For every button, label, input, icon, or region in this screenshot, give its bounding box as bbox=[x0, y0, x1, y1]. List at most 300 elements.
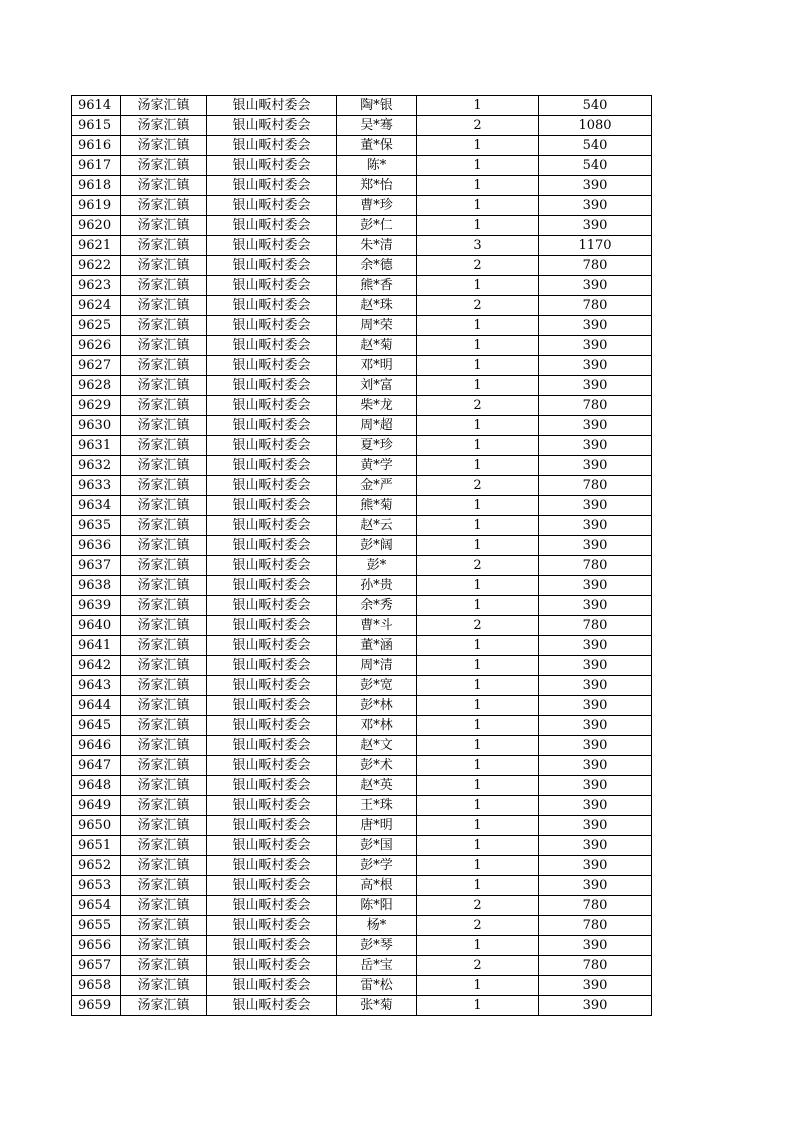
town-cell: 汤家汇镇 bbox=[121, 436, 207, 456]
town-cell: 汤家汇镇 bbox=[121, 296, 207, 316]
person-name-cell: 董*涵 bbox=[337, 636, 417, 656]
household-count-cell: 1 bbox=[417, 316, 539, 336]
town-cell: 汤家汇镇 bbox=[121, 116, 207, 136]
serial-number-cell: 9636 bbox=[72, 536, 121, 556]
town-cell: 汤家汇镇 bbox=[121, 816, 207, 836]
household-count-cell: 1 bbox=[417, 716, 539, 736]
village-committee-cell: 银山畈村委会 bbox=[207, 736, 337, 756]
village-committee-cell: 银山畈村委会 bbox=[207, 176, 337, 196]
household-count-cell: 1 bbox=[417, 816, 539, 836]
serial-number-cell: 9622 bbox=[72, 256, 121, 276]
amount-cell: 780 bbox=[539, 956, 652, 976]
village-committee-cell: 银山畈村委会 bbox=[207, 416, 337, 436]
amount-cell: 780 bbox=[539, 476, 652, 496]
amount-cell: 390 bbox=[539, 516, 652, 536]
amount-cell: 1170 bbox=[539, 236, 652, 256]
serial-number-cell: 9628 bbox=[72, 376, 121, 396]
person-name-cell: 余*德 bbox=[337, 256, 417, 276]
amount-cell: 390 bbox=[539, 276, 652, 296]
town-cell: 汤家汇镇 bbox=[121, 336, 207, 356]
table-row bbox=[72, 196, 652, 216]
person-name-cell: 彭* bbox=[337, 556, 417, 576]
table-row bbox=[72, 256, 652, 276]
person-name-cell: 赵*英 bbox=[337, 776, 417, 796]
serial-number-cell: 9650 bbox=[72, 816, 121, 836]
amount-cell: 390 bbox=[539, 776, 652, 796]
person-name-cell: 刘*富 bbox=[337, 376, 417, 396]
table-row bbox=[72, 956, 652, 976]
town-cell: 汤家汇镇 bbox=[121, 976, 207, 996]
person-name-cell: 陈* bbox=[337, 156, 417, 176]
amount-cell: 780 bbox=[539, 396, 652, 416]
person-name-cell: 王*珠 bbox=[337, 796, 417, 816]
table-row bbox=[72, 796, 652, 816]
table-row bbox=[72, 596, 652, 616]
household-count-cell: 2 bbox=[417, 556, 539, 576]
person-name-cell: 黄*学 bbox=[337, 456, 417, 476]
serial-number-cell: 9630 bbox=[72, 416, 121, 436]
town-cell: 汤家汇镇 bbox=[121, 176, 207, 196]
town-cell: 汤家汇镇 bbox=[121, 916, 207, 936]
person-name-cell: 邓*林 bbox=[337, 716, 417, 736]
amount-cell: 390 bbox=[539, 176, 652, 196]
table-row bbox=[72, 376, 652, 396]
serial-number-cell: 9641 bbox=[72, 636, 121, 656]
table-row bbox=[72, 716, 652, 736]
table-row bbox=[72, 496, 652, 516]
village-committee-cell: 银山畈村委会 bbox=[207, 316, 337, 336]
village-committee-cell: 银山畈村委会 bbox=[207, 436, 337, 456]
village-committee-cell: 银山畈村委会 bbox=[207, 816, 337, 836]
table-row bbox=[72, 776, 652, 796]
town-cell: 汤家汇镇 bbox=[121, 636, 207, 656]
village-committee-cell: 银山畈村委会 bbox=[207, 396, 337, 416]
serial-number-cell: 9618 bbox=[72, 176, 121, 196]
person-name-cell: 曹*斗 bbox=[337, 616, 417, 636]
household-count-cell: 1 bbox=[417, 176, 539, 196]
person-name-cell: 赵*珠 bbox=[337, 296, 417, 316]
village-committee-cell: 银山畈村委会 bbox=[207, 136, 337, 156]
table-row bbox=[72, 336, 652, 356]
table-row bbox=[72, 436, 652, 456]
amount-cell: 390 bbox=[539, 456, 652, 476]
table-row bbox=[72, 676, 652, 696]
table-row bbox=[72, 216, 652, 236]
town-cell: 汤家汇镇 bbox=[121, 96, 207, 116]
town-cell: 汤家汇镇 bbox=[121, 316, 207, 336]
person-name-cell: 董*保 bbox=[337, 136, 417, 156]
household-count-cell: 1 bbox=[417, 796, 539, 816]
person-name-cell: 杨* bbox=[337, 916, 417, 936]
village-committee-cell: 银山畈村委会 bbox=[207, 496, 337, 516]
household-count-cell: 1 bbox=[417, 356, 539, 376]
table-row bbox=[72, 816, 652, 836]
village-committee-cell: 银山畈村委会 bbox=[207, 876, 337, 896]
serial-number-cell: 9658 bbox=[72, 976, 121, 996]
village-committee-cell: 银山畈村委会 bbox=[207, 596, 337, 616]
table-row bbox=[72, 96, 652, 116]
serial-number-cell: 9649 bbox=[72, 796, 121, 816]
village-committee-cell: 银山畈村委会 bbox=[207, 636, 337, 656]
table-row bbox=[72, 616, 652, 636]
table-row bbox=[72, 876, 652, 896]
person-name-cell: 郑*怡 bbox=[337, 176, 417, 196]
serial-number-cell: 9640 bbox=[72, 616, 121, 636]
amount-cell: 390 bbox=[539, 876, 652, 896]
village-committee-cell: 银山畈村委会 bbox=[207, 856, 337, 876]
table-row bbox=[72, 976, 652, 996]
town-cell: 汤家汇镇 bbox=[121, 956, 207, 976]
serial-number-cell: 9657 bbox=[72, 956, 121, 976]
person-name-cell: 周*超 bbox=[337, 416, 417, 436]
household-count-cell: 1 bbox=[417, 456, 539, 476]
serial-number-cell: 9654 bbox=[72, 896, 121, 916]
serial-number-cell: 9634 bbox=[72, 496, 121, 516]
village-committee-cell: 银山畈村委会 bbox=[207, 896, 337, 916]
village-committee-cell: 银山畈村委会 bbox=[207, 936, 337, 956]
household-count-cell: 1 bbox=[417, 536, 539, 556]
amount-cell: 390 bbox=[539, 996, 652, 1016]
amount-cell: 390 bbox=[539, 696, 652, 716]
village-committee-cell: 银山畈村委会 bbox=[207, 536, 337, 556]
village-committee-cell: 银山畈村委会 bbox=[207, 916, 337, 936]
town-cell: 汤家汇镇 bbox=[121, 356, 207, 376]
town-cell: 汤家汇镇 bbox=[121, 516, 207, 536]
table-row bbox=[72, 316, 652, 336]
household-count-cell: 2 bbox=[417, 916, 539, 936]
village-committee-cell: 银山畈村委会 bbox=[207, 656, 337, 676]
serial-number-cell: 9642 bbox=[72, 656, 121, 676]
amount-cell: 390 bbox=[539, 656, 652, 676]
village-committee-cell: 银山畈村委会 bbox=[207, 836, 337, 856]
person-name-cell: 张*菊 bbox=[337, 996, 417, 1016]
person-name-cell: 曹*珍 bbox=[337, 196, 417, 216]
village-committee-cell: 银山畈村委会 bbox=[207, 516, 337, 536]
table-row bbox=[72, 276, 652, 296]
household-count-cell: 1 bbox=[417, 416, 539, 436]
serial-number-cell: 9617 bbox=[72, 156, 121, 176]
household-count-cell: 1 bbox=[417, 976, 539, 996]
table-row bbox=[72, 896, 652, 916]
amount-cell: 390 bbox=[539, 356, 652, 376]
amount-cell: 390 bbox=[539, 976, 652, 996]
household-count-cell: 2 bbox=[417, 956, 539, 976]
serial-number-cell: 9631 bbox=[72, 436, 121, 456]
amount-cell: 390 bbox=[539, 796, 652, 816]
household-count-cell: 1 bbox=[417, 576, 539, 596]
household-count-cell: 1 bbox=[417, 936, 539, 956]
person-name-cell: 彭*阔 bbox=[337, 536, 417, 556]
village-committee-cell: 银山畈村委会 bbox=[207, 336, 337, 356]
amount-cell: 390 bbox=[539, 216, 652, 236]
town-cell: 汤家汇镇 bbox=[121, 736, 207, 756]
amount-cell: 390 bbox=[539, 316, 652, 336]
amount-cell: 780 bbox=[539, 296, 652, 316]
household-count-cell: 2 bbox=[417, 476, 539, 496]
serial-number-cell: 9655 bbox=[72, 916, 121, 936]
person-name-cell: 岳*宝 bbox=[337, 956, 417, 976]
amount-cell: 540 bbox=[539, 156, 652, 176]
amount-cell: 390 bbox=[539, 716, 652, 736]
household-count-cell: 1 bbox=[417, 156, 539, 176]
table-row bbox=[72, 996, 652, 1016]
person-name-cell: 夏*珍 bbox=[337, 436, 417, 456]
household-count-cell: 1 bbox=[417, 336, 539, 356]
amount-cell: 390 bbox=[539, 636, 652, 656]
serial-number-cell: 9615 bbox=[72, 116, 121, 136]
person-name-cell: 彭*学 bbox=[337, 856, 417, 876]
table-row bbox=[72, 516, 652, 536]
town-cell: 汤家汇镇 bbox=[121, 856, 207, 876]
serial-number-cell: 9656 bbox=[72, 936, 121, 956]
amount-cell: 390 bbox=[539, 336, 652, 356]
town-cell: 汤家汇镇 bbox=[121, 756, 207, 776]
village-committee-cell: 银山畈村委会 bbox=[207, 376, 337, 396]
person-name-cell: 彭*仁 bbox=[337, 216, 417, 236]
amount-cell: 390 bbox=[539, 376, 652, 396]
amount-cell: 390 bbox=[539, 496, 652, 516]
person-name-cell: 余*秀 bbox=[337, 596, 417, 616]
town-cell: 汤家汇镇 bbox=[121, 596, 207, 616]
amount-cell: 780 bbox=[539, 916, 652, 936]
household-count-cell: 1 bbox=[417, 216, 539, 236]
table-row bbox=[72, 416, 652, 436]
amount-cell: 540 bbox=[539, 136, 652, 156]
town-cell: 汤家汇镇 bbox=[121, 776, 207, 796]
table-row bbox=[72, 396, 652, 416]
amount-cell: 390 bbox=[539, 536, 652, 556]
town-cell: 汤家汇镇 bbox=[121, 616, 207, 636]
serial-number-cell: 9648 bbox=[72, 776, 121, 796]
village-committee-cell: 银山畈村委会 bbox=[207, 116, 337, 136]
person-name-cell: 陶*银 bbox=[337, 96, 417, 116]
village-committee-cell: 银山畈村委会 bbox=[207, 256, 337, 276]
serial-number-cell: 9644 bbox=[72, 696, 121, 716]
town-cell: 汤家汇镇 bbox=[121, 796, 207, 816]
serial-number-cell: 9652 bbox=[72, 856, 121, 876]
amount-cell: 390 bbox=[539, 676, 652, 696]
village-committee-cell: 银山畈村委会 bbox=[207, 476, 337, 496]
household-count-cell: 1 bbox=[417, 736, 539, 756]
household-count-cell: 1 bbox=[417, 856, 539, 876]
table-row bbox=[72, 356, 652, 376]
household-count-cell: 1 bbox=[417, 876, 539, 896]
table-row bbox=[72, 916, 652, 936]
table-row bbox=[72, 696, 652, 716]
household-count-cell: 1 bbox=[417, 776, 539, 796]
household-count-cell: 2 bbox=[417, 296, 539, 316]
table-row bbox=[72, 296, 652, 316]
person-name-cell: 周*荣 bbox=[337, 316, 417, 336]
village-committee-cell: 银山畈村委会 bbox=[207, 556, 337, 576]
village-committee-cell: 银山畈村委会 bbox=[207, 576, 337, 596]
amount-cell: 1080 bbox=[539, 116, 652, 136]
village-committee-cell: 银山畈村委会 bbox=[207, 756, 337, 776]
person-name-cell: 邓*明 bbox=[337, 356, 417, 376]
person-name-cell: 熊*香 bbox=[337, 276, 417, 296]
household-count-cell: 1 bbox=[417, 756, 539, 776]
serial-number-cell: 9627 bbox=[72, 356, 121, 376]
village-committee-cell: 银山畈村委会 bbox=[207, 696, 337, 716]
person-name-cell: 周*清 bbox=[337, 656, 417, 676]
serial-number-cell: 9659 bbox=[72, 996, 121, 1016]
amount-cell: 390 bbox=[539, 576, 652, 596]
amount-cell: 780 bbox=[539, 556, 652, 576]
town-cell: 汤家汇镇 bbox=[121, 396, 207, 416]
serial-number-cell: 9653 bbox=[72, 876, 121, 896]
amount-cell: 780 bbox=[539, 256, 652, 276]
amount-cell: 390 bbox=[539, 856, 652, 876]
person-name-cell: 朱*清 bbox=[337, 236, 417, 256]
town-cell: 汤家汇镇 bbox=[121, 876, 207, 896]
person-name-cell: 熊*菊 bbox=[337, 496, 417, 516]
household-count-cell: 1 bbox=[417, 136, 539, 156]
town-cell: 汤家汇镇 bbox=[121, 196, 207, 216]
town-cell: 汤家汇镇 bbox=[121, 456, 207, 476]
household-count-cell: 1 bbox=[417, 636, 539, 656]
person-name-cell: 彭*宽 bbox=[337, 676, 417, 696]
household-count-cell: 1 bbox=[417, 96, 539, 116]
household-count-cell: 1 bbox=[417, 196, 539, 216]
town-cell: 汤家汇镇 bbox=[121, 536, 207, 556]
amount-cell: 390 bbox=[539, 596, 652, 616]
village-committee-cell: 银山畈村委会 bbox=[207, 956, 337, 976]
serial-number-cell: 9633 bbox=[72, 476, 121, 496]
table-row bbox=[72, 656, 652, 676]
village-committee-cell: 银山畈村委会 bbox=[207, 296, 337, 316]
table-row bbox=[72, 636, 652, 656]
amount-cell: 780 bbox=[539, 896, 652, 916]
table-row bbox=[72, 936, 652, 956]
serial-number-cell: 9639 bbox=[72, 596, 121, 616]
village-committee-cell: 银山畈村委会 bbox=[207, 776, 337, 796]
household-count-cell: 3 bbox=[417, 236, 539, 256]
serial-number-cell: 9646 bbox=[72, 736, 121, 756]
village-committee-cell: 银山畈村委会 bbox=[207, 96, 337, 116]
person-name-cell: 雷*松 bbox=[337, 976, 417, 996]
serial-number-cell: 9614 bbox=[72, 96, 121, 116]
person-name-cell: 彭*琴 bbox=[337, 936, 417, 956]
town-cell: 汤家汇镇 bbox=[121, 676, 207, 696]
town-cell: 汤家汇镇 bbox=[121, 936, 207, 956]
household-count-cell: 2 bbox=[417, 396, 539, 416]
table-row bbox=[72, 156, 652, 176]
amount-cell: 390 bbox=[539, 756, 652, 776]
household-count-cell: 1 bbox=[417, 596, 539, 616]
village-committee-cell: 银山畈村委会 bbox=[207, 796, 337, 816]
town-cell: 汤家汇镇 bbox=[121, 996, 207, 1016]
town-cell: 汤家汇镇 bbox=[121, 716, 207, 736]
village-committee-cell: 银山畈村委会 bbox=[207, 156, 337, 176]
serial-number-cell: 9647 bbox=[72, 756, 121, 776]
table-row bbox=[72, 456, 652, 476]
amount-cell: 780 bbox=[539, 616, 652, 636]
household-count-cell: 1 bbox=[417, 696, 539, 716]
village-committee-cell: 银山畈村委会 bbox=[207, 716, 337, 736]
household-count-cell: 1 bbox=[417, 436, 539, 456]
person-name-cell: 柴*龙 bbox=[337, 396, 417, 416]
serial-number-cell: 9635 bbox=[72, 516, 121, 536]
serial-number-cell: 9651 bbox=[72, 836, 121, 856]
household-count-cell: 1 bbox=[417, 836, 539, 856]
serial-number-cell: 9620 bbox=[72, 216, 121, 236]
amount-cell: 540 bbox=[539, 96, 652, 116]
household-count-cell: 2 bbox=[417, 256, 539, 276]
person-name-cell: 陈*阳 bbox=[337, 896, 417, 916]
serial-number-cell: 9624 bbox=[72, 296, 121, 316]
serial-number-cell: 9637 bbox=[72, 556, 121, 576]
person-name-cell: 赵*云 bbox=[337, 516, 417, 536]
household-count-cell: 1 bbox=[417, 656, 539, 676]
town-cell: 汤家汇镇 bbox=[121, 656, 207, 676]
table-row bbox=[72, 556, 652, 576]
table-row bbox=[72, 856, 652, 876]
town-cell: 汤家汇镇 bbox=[121, 256, 207, 276]
household-count-cell: 1 bbox=[417, 376, 539, 396]
town-cell: 汤家汇镇 bbox=[121, 476, 207, 496]
village-committee-cell: 银山畈村委会 bbox=[207, 996, 337, 1016]
amount-cell: 390 bbox=[539, 936, 652, 956]
person-name-cell: 孙*贵 bbox=[337, 576, 417, 596]
amount-cell: 390 bbox=[539, 736, 652, 756]
town-cell: 汤家汇镇 bbox=[121, 276, 207, 296]
village-committee-cell: 银山畈村委会 bbox=[207, 356, 337, 376]
town-cell: 汤家汇镇 bbox=[121, 696, 207, 716]
village-committee-cell: 银山畈村委会 bbox=[207, 456, 337, 476]
table-row bbox=[72, 236, 652, 256]
table-body bbox=[72, 96, 652, 1016]
serial-number-cell: 9626 bbox=[72, 336, 121, 356]
town-cell: 汤家汇镇 bbox=[121, 896, 207, 916]
town-cell: 汤家汇镇 bbox=[121, 156, 207, 176]
town-cell: 汤家汇镇 bbox=[121, 576, 207, 596]
serial-number-cell: 9629 bbox=[72, 396, 121, 416]
village-committee-cell: 银山畈村委会 bbox=[207, 196, 337, 216]
village-committee-cell: 银山畈村委会 bbox=[207, 276, 337, 296]
person-name-cell: 彭*术 bbox=[337, 756, 417, 776]
serial-number-cell: 9625 bbox=[72, 316, 121, 336]
household-count-cell: 1 bbox=[417, 276, 539, 296]
amount-cell: 390 bbox=[539, 836, 652, 856]
serial-number-cell: 9632 bbox=[72, 456, 121, 476]
amount-cell: 390 bbox=[539, 416, 652, 436]
serial-number-cell: 9645 bbox=[72, 716, 121, 736]
table-row bbox=[72, 476, 652, 496]
village-committee-cell: 银山畈村委会 bbox=[207, 616, 337, 636]
serial-number-cell: 9621 bbox=[72, 236, 121, 256]
household-count-cell: 1 bbox=[417, 496, 539, 516]
town-cell: 汤家汇镇 bbox=[121, 416, 207, 436]
town-cell: 汤家汇镇 bbox=[121, 836, 207, 856]
town-cell: 汤家汇镇 bbox=[121, 496, 207, 516]
person-name-cell: 彭*国 bbox=[337, 836, 417, 856]
person-name-cell: 高*根 bbox=[337, 876, 417, 896]
village-committee-cell: 银山畈村委会 bbox=[207, 216, 337, 236]
table-row bbox=[72, 576, 652, 596]
person-name-cell: 赵*菊 bbox=[337, 336, 417, 356]
household-count-cell: 2 bbox=[417, 116, 539, 136]
village-committee-cell: 银山畈村委会 bbox=[207, 976, 337, 996]
town-cell: 汤家汇镇 bbox=[121, 136, 207, 156]
table-row bbox=[72, 136, 652, 156]
table-row bbox=[72, 836, 652, 856]
town-cell: 汤家汇镇 bbox=[121, 236, 207, 256]
table-row bbox=[72, 176, 652, 196]
serial-number-cell: 9616 bbox=[72, 136, 121, 156]
person-name-cell: 彭*林 bbox=[337, 696, 417, 716]
person-name-cell: 唐*明 bbox=[337, 816, 417, 836]
person-name-cell: 金*严 bbox=[337, 476, 417, 496]
